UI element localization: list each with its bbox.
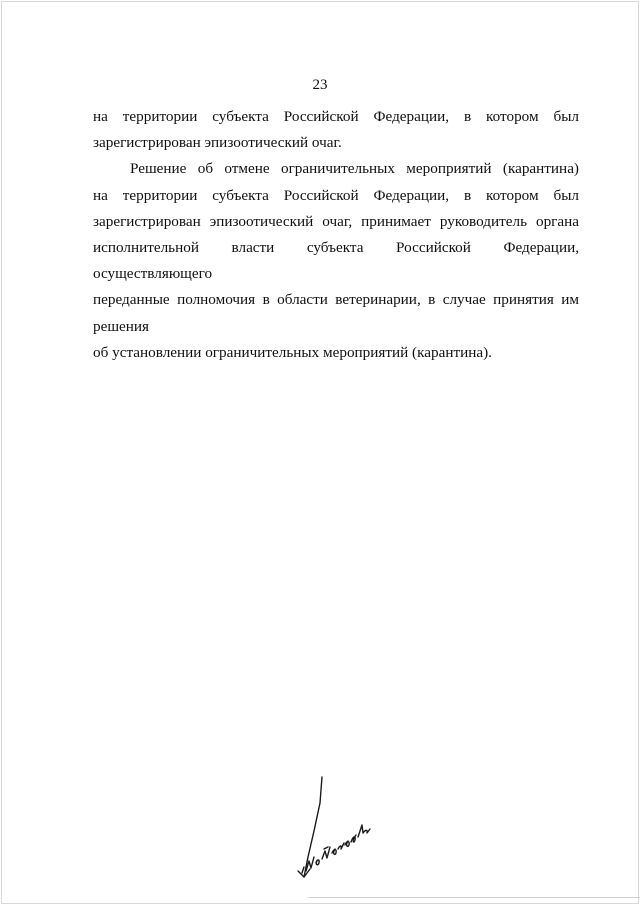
paragraph-decision <box>93 156 579 366</box>
handwritten-signature-icon <box>284 773 394 883</box>
page-number: 23 <box>312 77 328 93</box>
text-line: Решение об отмене ограничительных мероприятий (карантина) <box>130 160 579 178</box>
paragraph-continuation <box>93 104 579 156</box>
scan-edge-line <box>308 897 640 898</box>
text-line: зарегистрирован эпизоотический очаг, принимает руководитель органа <box>93 212 579 230</box>
text-line: исполнительной власти субъекта Российской Федерации, осуществляющего <box>93 239 579 283</box>
text-line: переданные полномочия в области ветеринарии, в случае принятия им решения <box>93 291 579 335</box>
text-line: на территории субъекта Российской Федерации, в котором был <box>93 108 579 125</box>
text-line: на территории субъекта Российской Федерации, в котором был <box>93 186 579 204</box>
text-line: об установлении ограничительных мероприятий (карантина). <box>93 343 492 361</box>
document-body <box>93 104 579 366</box>
text-line: зарегистрирован эпизоотический очаг. <box>93 134 342 152</box>
